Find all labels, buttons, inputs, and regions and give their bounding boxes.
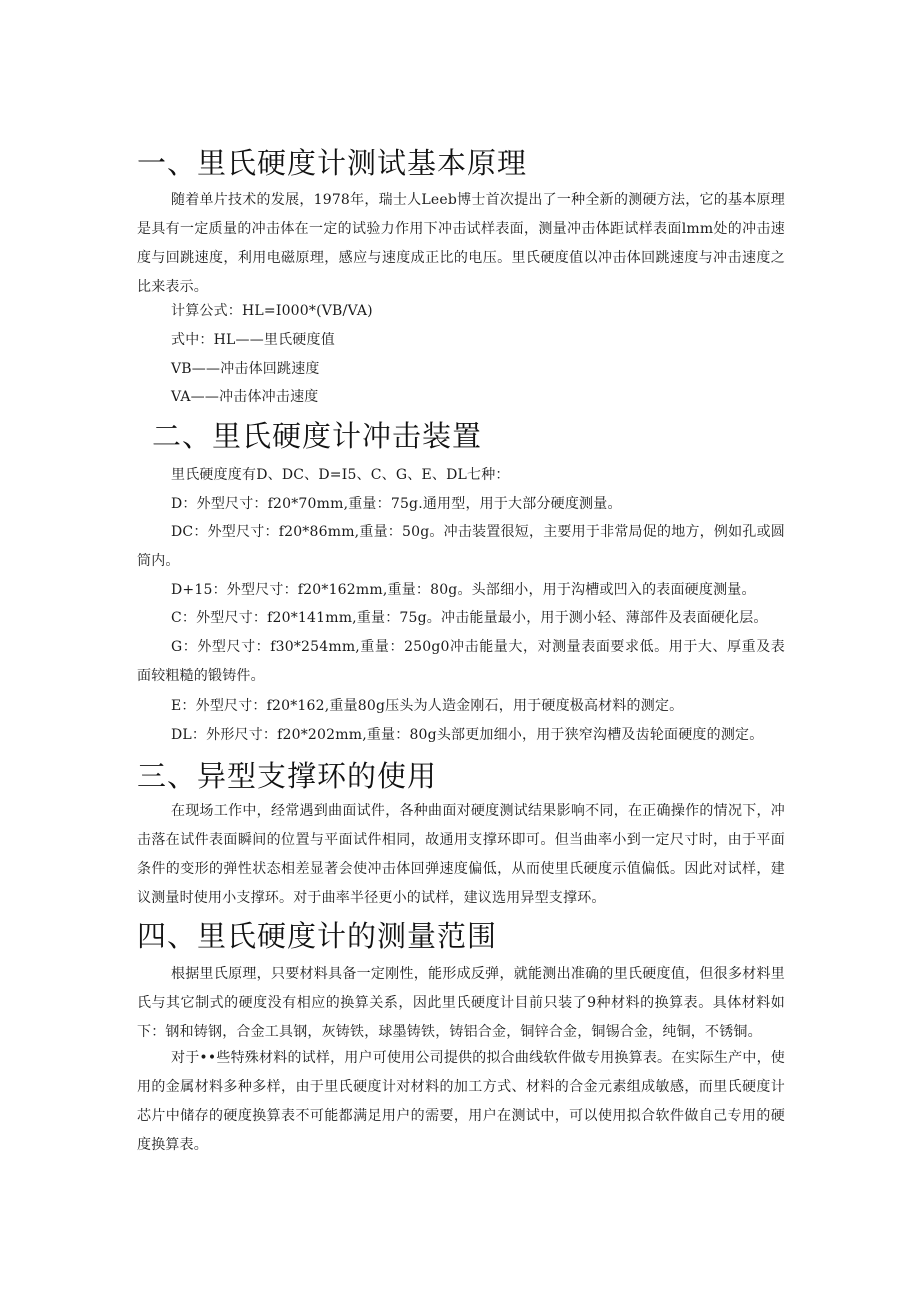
device-intro: 里氏硬度度有D、DC、D=I5、C、G、E、DL七种： bbox=[171, 467, 510, 483]
device-e: E：外型尺寸：f20*162,重量80g压头为人造金刚石，用于硬度极高材料的测定。 bbox=[171, 698, 684, 714]
section-2-heading: 二、里氏硬度计冲击装置 bbox=[152, 419, 483, 453]
legend-vb: VB——冲击体回跳速度 bbox=[171, 361, 320, 377]
device-dc-text: DC：外型尺寸：f20*86mm,重量：50g。冲击装置很短，主要用于非常局促的地方，例如孔或圆筒内。 bbox=[137, 524, 785, 569]
device-c: C：外型尺寸：f20*141mm,重量：75g。冲击能量最小，用于测小轻、薄部件及表面硬化层。 bbox=[171, 610, 768, 626]
section-4-heading: 四、里氏硬度计的测量范围 bbox=[137, 919, 498, 953]
section-4-paragraph-1: 根据里氏原理，只要材料具备一定刚性，能形成反弹，就能测出准确的里氏硬度值，但很多材料里氏与其它制式的硬度没有相应的换算关系，因此里氏硬度计目前只装了9种材料的换算表。具体材料如下：钢和铸钢，合金工具钢，灰铸铁，球墨铸铁，铸铝合金，铜锌合金，铜锡合金，纯铜，不锈铜。 bbox=[137, 966, 785, 1040]
device-g bbox=[137, 633, 785, 691]
section-1-paragraph: 随着单片技术的发展，1978年，瑞士人Leeb博士首次提出了一种全新的测硬方法，它的基本原理是具有一定质量的冲击体在一定的试验力作用下冲击试样表面，测量冲击体距试样表面lmm处的冲击速度与回跳速度，利用电磁原理，感应与速度成正比的电压。里氏硬度值以冲击体回跳速度与冲击速度之比来表示。 bbox=[137, 192, 785, 295]
device-d: D：外型尺寸：f20*70mm,重量：75g.通用型，用于大部分硬度测量。 bbox=[171, 496, 622, 512]
device-g-text: G：外型尺寸：f30*254mm,重量：250g0冲击能量大，对测量表面要求低。用于大、厚重及表面较粗糙的锻铸件。 bbox=[137, 639, 785, 684]
section-1-heading: 一、里氏硬度计测试基本原理 bbox=[137, 146, 528, 180]
formula-line: 计算公式：HL=I000*(VB/VA) bbox=[171, 303, 373, 319]
section-3-heading: 三、异型支撑环的使用 bbox=[137, 759, 438, 793]
device-d15: D+15：外型尺寸：f20*162mm,重量：80g。头部细小，用于沟槽或凹入的表面硬度测量。 bbox=[171, 582, 756, 598]
section-3-paragraph: 在现场工作中，经常遇到曲面试件，各种曲面对硬度测试结果影响不同，在正确操作的情况下，冲击落在试件表面瞬间的位置与平面试件相同，故通用支撑环即可。但当曲率小到一定尺寸时，由于平面条件的变形的弹性状态相差显著会使冲击体回弹速度偏低，从而使里氏硬度示值偏低。因此对试样，建议测量时使用小支撑环。对于曲率半径更小的试样，建议选用异型支撑环。 bbox=[137, 803, 785, 906]
section-4-paragraph-2: 对于••些特殊材料的试样，用户可使用公司提供的拟合曲线软件做专用换算表。在实际生产中，使用的金属材料多种多样，由于里氏硬度计对材料的加工方式、材料的合金元素组成敏感，而里氏硬度计芯片中储存的硬度换算表不可能都满足用户的需要，用户在测试中，可以使用拟合软件做自己专用的硬度换算表。 bbox=[137, 1050, 785, 1153]
legend-va: VA——冲击体冲击速度 bbox=[171, 389, 319, 405]
device-dc bbox=[137, 518, 785, 576]
device-dl: DL：外形尺寸：f20*202mm,重量：80g头部更加细小，用于狭窄沟槽及齿轮面硬度的测定。 bbox=[171, 727, 764, 743]
legend-hl: 式中：HL——里氏硬度值 bbox=[171, 332, 335, 348]
